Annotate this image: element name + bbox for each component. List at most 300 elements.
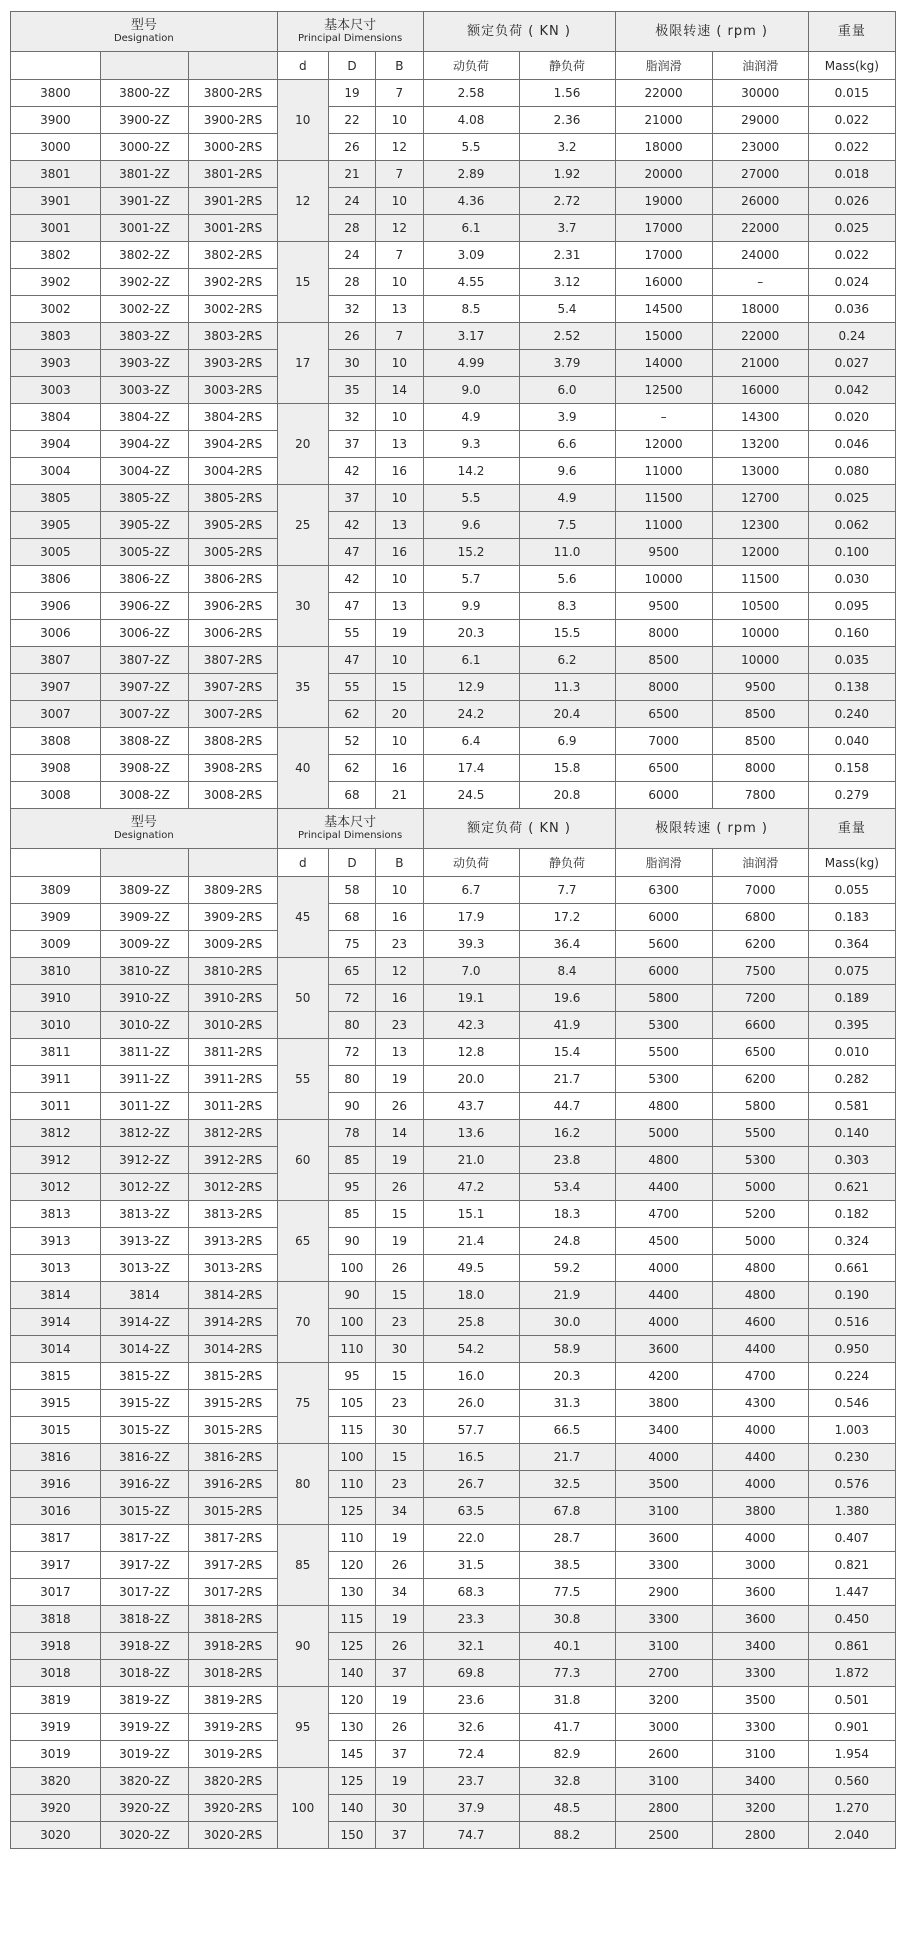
cell-mass: 0.821 [808, 1552, 895, 1579]
table-row [11, 1147, 896, 1174]
cell-model-2z: 3807-2Z [100, 647, 188, 674]
cell-speed-grease: 11000 [615, 512, 712, 539]
cell-model-open: 3904 [11, 431, 101, 458]
cell-speed-oil: 4700 [712, 1363, 808, 1390]
cell-static-load: 28.7 [519, 1525, 615, 1552]
cell-model-open: 3916 [11, 1471, 101, 1498]
col-D-header: D [328, 52, 375, 80]
table-row [11, 1498, 896, 1525]
cell-static-load: 21.9 [519, 1282, 615, 1309]
cell-outer-diameter-D: 62 [328, 701, 375, 728]
cell-outer-diameter-D: 85 [328, 1147, 375, 1174]
cell-outer-diameter-D: 32 [328, 296, 375, 323]
table-row [11, 1201, 896, 1228]
cell-speed-oil: 3600 [712, 1606, 808, 1633]
cell-dynamic-load: 57.7 [423, 1417, 519, 1444]
cell-model-2rs: 3903-2RS [189, 350, 278, 377]
cell-outer-diameter-D: 95 [328, 1363, 375, 1390]
cell-model-2rs: 3012-2RS [189, 1174, 278, 1201]
cell-dynamic-load: 47.2 [423, 1174, 519, 1201]
cell-model-open: 3907 [11, 674, 101, 701]
cell-bore-d: 95 [277, 1687, 328, 1768]
table-row [11, 1120, 896, 1147]
cell-outer-diameter-D: 65 [328, 958, 375, 985]
bearing-spec-sheet [10, 11, 896, 1849]
cell-mass: 1.872 [808, 1660, 895, 1687]
cell-mass: 0.055 [808, 877, 895, 904]
cell-model-2rs: 3820-2RS [189, 1768, 278, 1795]
cell-speed-oil: 5300 [712, 1147, 808, 1174]
cell-width-B: 26 [376, 1174, 423, 1201]
cell-model-open: 3819 [11, 1687, 101, 1714]
cell-width-B: 10 [376, 404, 423, 431]
header-row-sub [11, 849, 896, 877]
cell-width-B: 37 [376, 1822, 423, 1849]
cell-dynamic-load: 63.5 [423, 1498, 519, 1525]
cell-dynamic-load: 22.0 [423, 1525, 519, 1552]
cell-width-B: 19 [376, 1147, 423, 1174]
cell-speed-grease: 4800 [615, 1147, 712, 1174]
cell-outer-diameter-D: 75 [328, 931, 375, 958]
designation-cn: 型号 [130, 815, 157, 830]
cell-model-2rs: 3908-2RS [189, 755, 278, 782]
cell-mass: 0.140 [808, 1120, 895, 1147]
cell-model-2rs: 3003-2RS [189, 377, 278, 404]
cell-static-load: 18.3 [519, 1201, 615, 1228]
table-row [11, 782, 896, 809]
cell-speed-oil: 10000 [712, 620, 808, 647]
cell-static-load: 40.1 [519, 1633, 615, 1660]
cell-speed-grease: 6000 [615, 958, 712, 985]
cell-speed-grease: 3100 [615, 1498, 712, 1525]
cell-static-load: 3.7 [519, 215, 615, 242]
cell-dynamic-load: 39.3 [423, 931, 519, 958]
cell-mass: 0.042 [808, 377, 895, 404]
cell-speed-oil: 7000 [712, 877, 808, 904]
cell-width-B: 19 [376, 1228, 423, 1255]
cell-width-B: 10 [376, 188, 423, 215]
cell-width-B: 13 [376, 593, 423, 620]
cell-static-load: 4.9 [519, 485, 615, 512]
cell-model-2rs: 3913-2RS [189, 1228, 278, 1255]
cell-dynamic-load: 17.4 [423, 755, 519, 782]
cell-dynamic-load: 21.0 [423, 1147, 519, 1174]
cell-model-2rs: 3819-2RS [189, 1687, 278, 1714]
cell-static-load: 3.9 [519, 404, 615, 431]
cell-dynamic-load: 4.55 [423, 269, 519, 296]
cell-mass: 1.270 [808, 1795, 895, 1822]
cell-width-B: 23 [376, 1012, 423, 1039]
cell-model-open: 3001 [11, 215, 101, 242]
cell-bore-d: 30 [277, 566, 328, 647]
cell-model-open: 3006 [11, 620, 101, 647]
cell-speed-grease: 3400 [615, 1417, 712, 1444]
cell-model-2z: 3013-2Z [100, 1255, 188, 1282]
cell-model-2z: 3917-2Z [100, 1552, 188, 1579]
cell-model-2z: 3910-2Z [100, 985, 188, 1012]
cell-speed-oil: 12300 [712, 512, 808, 539]
cell-outer-diameter-D: 24 [328, 188, 375, 215]
cell-static-load: 32.8 [519, 1768, 615, 1795]
table-row [11, 539, 896, 566]
cell-speed-oil: 6500 [712, 1039, 808, 1066]
table-row [11, 107, 896, 134]
cell-model-2rs: 3920-2RS [189, 1795, 278, 1822]
cell-static-load: 11.0 [519, 539, 615, 566]
cell-static-load: 21.7 [519, 1066, 615, 1093]
cell-dynamic-load: 16.0 [423, 1363, 519, 1390]
cell-dynamic-load: 4.9 [423, 404, 519, 431]
cell-model-2z: 3020-2Z [100, 1822, 188, 1849]
cell-width-B: 21 [376, 782, 423, 809]
dynamic-load-header: 动负荷 [423, 52, 519, 80]
cell-mass: 0.560 [808, 1768, 895, 1795]
cell-outer-diameter-D: 37 [328, 485, 375, 512]
cell-dynamic-load: 32.6 [423, 1714, 519, 1741]
cell-model-2z: 3907-2Z [100, 674, 188, 701]
cell-model-2z: 3913-2Z [100, 1228, 188, 1255]
cell-model-2rs: 3809-2RS [189, 877, 278, 904]
mass-header: Mass(kg) [808, 52, 895, 80]
cell-speed-grease: 4400 [615, 1282, 712, 1309]
cell-outer-diameter-D: 68 [328, 782, 375, 809]
cell-model-open: 3015 [11, 1417, 101, 1444]
subheader-blank [189, 849, 278, 877]
cell-model-open: 3902 [11, 269, 101, 296]
designation-header [11, 809, 278, 849]
cell-mass: 0.035 [808, 647, 895, 674]
cell-speed-grease: 6300 [615, 877, 712, 904]
table-row [11, 1633, 896, 1660]
cell-outer-diameter-D: 100 [328, 1309, 375, 1336]
cell-static-load: 24.8 [519, 1228, 615, 1255]
cell-model-open: 3816 [11, 1444, 101, 1471]
cell-width-B: 10 [376, 877, 423, 904]
cell-outer-diameter-D: 80 [328, 1012, 375, 1039]
cell-model-2z: 3011-2Z [100, 1093, 188, 1120]
cell-model-2rs: 3910-2RS [189, 985, 278, 1012]
cell-model-2z: 3811-2Z [100, 1039, 188, 1066]
cell-static-load: 32.5 [519, 1471, 615, 1498]
cell-dynamic-load: 9.0 [423, 377, 519, 404]
table-row [11, 877, 896, 904]
cell-width-B: 26 [376, 1255, 423, 1282]
cell-outer-diameter-D: 47 [328, 647, 375, 674]
cell-outer-diameter-D: 120 [328, 1687, 375, 1714]
cell-static-load: 77.3 [519, 1660, 615, 1687]
table-row [11, 188, 896, 215]
table-row [11, 1687, 896, 1714]
cell-outer-diameter-D: 28 [328, 215, 375, 242]
cell-outer-diameter-D: 145 [328, 1741, 375, 1768]
cell-model-2z: 3002-2Z [100, 296, 188, 323]
cell-outer-diameter-D: 28 [328, 269, 375, 296]
cell-dynamic-load: 20.0 [423, 1066, 519, 1093]
cell-model-open: 3018 [11, 1660, 101, 1687]
oil-header: 油润滑 [712, 52, 808, 80]
cell-model-2z: 3911-2Z [100, 1066, 188, 1093]
cell-model-2z: 3902-2Z [100, 269, 188, 296]
cell-model-2z: 3012-2Z [100, 1174, 188, 1201]
cell-model-2z: 3006-2Z [100, 620, 188, 647]
cell-speed-oil: 6200 [712, 931, 808, 958]
cell-speed-grease: 2900 [615, 1579, 712, 1606]
cell-model-2z: 3813-2Z [100, 1201, 188, 1228]
cell-outer-diameter-D: 62 [328, 755, 375, 782]
cell-speed-oil: 12700 [712, 485, 808, 512]
cell-outer-diameter-D: 55 [328, 620, 375, 647]
cell-outer-diameter-D: 150 [328, 1822, 375, 1849]
cell-mass: 0.303 [808, 1147, 895, 1174]
cell-model-2z: 3819-2Z [100, 1687, 188, 1714]
cell-model-open: 3911 [11, 1066, 101, 1093]
cell-outer-diameter-D: 125 [328, 1633, 375, 1660]
cell-model-2rs: 3918-2RS [189, 1633, 278, 1660]
cell-dynamic-load: 3.09 [423, 242, 519, 269]
table-row [11, 1660, 896, 1687]
cell-model-2z: 3909-2Z [100, 904, 188, 931]
cell-speed-grease: 5300 [615, 1066, 712, 1093]
cell-model-open: 3919 [11, 1714, 101, 1741]
cell-bore-d: 17 [277, 323, 328, 404]
cell-outer-diameter-D: 42 [328, 512, 375, 539]
table-row [11, 674, 896, 701]
cell-static-load: 15.5 [519, 620, 615, 647]
cell-bore-d: 20 [277, 404, 328, 485]
table-row [11, 350, 896, 377]
table-row [11, 1822, 896, 1849]
cell-model-2z: 3805-2Z [100, 485, 188, 512]
cell-speed-oil: 3200 [712, 1795, 808, 1822]
cell-dynamic-load: 14.2 [423, 458, 519, 485]
designation-header [11, 12, 278, 52]
cell-outer-diameter-D: 58 [328, 877, 375, 904]
dimensions-cn: 基本尺寸 [324, 18, 377, 33]
cell-width-B: 34 [376, 1579, 423, 1606]
subheader-blank [100, 849, 188, 877]
cell-width-B: 7 [376, 161, 423, 188]
cell-model-open: 3809 [11, 877, 101, 904]
cell-mass: 0.190 [808, 1282, 895, 1309]
dimensions-header [277, 12, 423, 52]
speed-limit-header: 极限转速 ( rpm ) [615, 809, 808, 849]
cell-speed-oil: 5500 [712, 1120, 808, 1147]
cell-dynamic-load: 6.4 [423, 728, 519, 755]
cell-model-open: 3802 [11, 242, 101, 269]
cell-model-2z: 3005-2Z [100, 539, 188, 566]
cell-dynamic-load: 19.1 [423, 985, 519, 1012]
cell-speed-grease: 3100 [615, 1633, 712, 1660]
cell-outer-diameter-D: 85 [328, 1201, 375, 1228]
oil-header: 油润滑 [712, 849, 808, 877]
cell-speed-grease: 3200 [615, 1687, 712, 1714]
cell-speed-oil: 26000 [712, 188, 808, 215]
cell-speed-oil: 12000 [712, 539, 808, 566]
table-row [11, 323, 896, 350]
cell-mass: 0.010 [808, 1039, 895, 1066]
cell-speed-grease: 14000 [615, 350, 712, 377]
cell-model-open: 3813 [11, 1201, 101, 1228]
cell-width-B: 10 [376, 485, 423, 512]
cell-width-B: 19 [376, 620, 423, 647]
cell-dynamic-load: 72.4 [423, 1741, 519, 1768]
rated-load-header: 额定负荷 ( KN ) [423, 12, 615, 52]
cell-outer-diameter-D: 95 [328, 1174, 375, 1201]
cell-outer-diameter-D: 105 [328, 1390, 375, 1417]
cell-mass: 0.189 [808, 985, 895, 1012]
table-row [11, 512, 896, 539]
cell-model-2rs: 3905-2RS [189, 512, 278, 539]
cell-width-B: 10 [376, 107, 423, 134]
cell-outer-diameter-D: 35 [328, 377, 375, 404]
cell-model-2z: 3010-2Z [100, 1012, 188, 1039]
cell-model-open: 3815 [11, 1363, 101, 1390]
table-row [11, 1552, 896, 1579]
cell-dynamic-load: 20.3 [423, 620, 519, 647]
cell-model-2rs: 3808-2RS [189, 728, 278, 755]
cell-speed-grease: 16000 [615, 269, 712, 296]
cell-dynamic-load: 12.8 [423, 1039, 519, 1066]
cell-dynamic-load: 23.7 [423, 1768, 519, 1795]
cell-speed-grease: 5300 [615, 1012, 712, 1039]
cell-speed-oil: 14300 [712, 404, 808, 431]
cell-mass: 0.901 [808, 1714, 895, 1741]
cell-model-2rs: 3915-2RS [189, 1390, 278, 1417]
cell-speed-grease: 4000 [615, 1444, 712, 1471]
table-row [11, 1228, 896, 1255]
speed-limit-header: 极限转速 ( rpm ) [615, 12, 808, 52]
cell-static-load: 5.6 [519, 566, 615, 593]
cell-speed-grease: 12000 [615, 431, 712, 458]
cell-static-load: 7.5 [519, 512, 615, 539]
table-row [11, 728, 896, 755]
cell-width-B: 30 [376, 1336, 423, 1363]
cell-speed-grease: 11500 [615, 485, 712, 512]
cell-speed-oil: 4600 [712, 1309, 808, 1336]
cell-speed-grease: 4000 [615, 1309, 712, 1336]
cell-width-B: 7 [376, 323, 423, 350]
cell-model-2z: 3015-2Z [100, 1498, 188, 1525]
cell-speed-oil: 4400 [712, 1336, 808, 1363]
cell-speed-oil: 4000 [712, 1525, 808, 1552]
cell-model-2z: 3806-2Z [100, 566, 188, 593]
cell-model-2z: 3920-2Z [100, 1795, 188, 1822]
cell-speed-grease: 4500 [615, 1228, 712, 1255]
cell-bore-d: 35 [277, 647, 328, 728]
table-row [11, 701, 896, 728]
col-d-header: d [277, 52, 328, 80]
cell-model-2z: 3004-2Z [100, 458, 188, 485]
cell-model-2rs: 3812-2RS [189, 1120, 278, 1147]
cell-outer-diameter-D: 42 [328, 458, 375, 485]
cell-speed-oil: 8500 [712, 701, 808, 728]
table-row [11, 1795, 896, 1822]
cell-mass: 0.018 [808, 161, 895, 188]
cell-model-open: 3005 [11, 539, 101, 566]
cell-outer-diameter-D: 30 [328, 350, 375, 377]
cell-width-B: 19 [376, 1525, 423, 1552]
table-row [11, 958, 896, 985]
subheader-blank [100, 52, 188, 80]
cell-model-2rs: 3904-2RS [189, 431, 278, 458]
table-row [11, 296, 896, 323]
cell-static-load: 59.2 [519, 1255, 615, 1282]
cell-speed-oil: 7200 [712, 985, 808, 1012]
cell-speed-grease: 21000 [615, 107, 712, 134]
cell-model-2z: 3810-2Z [100, 958, 188, 985]
cell-speed-grease: 9500 [615, 593, 712, 620]
cell-model-2z: 3915-2Z [100, 1390, 188, 1417]
table-row [11, 458, 896, 485]
cell-speed-oil: 9500 [712, 674, 808, 701]
table-row [11, 431, 896, 458]
cell-dynamic-load: 16.5 [423, 1444, 519, 1471]
cell-bore-d: 45 [277, 877, 328, 958]
cell-dynamic-load: 49.5 [423, 1255, 519, 1282]
cell-model-2rs: 3818-2RS [189, 1606, 278, 1633]
static-load-header: 静负荷 [519, 849, 615, 877]
cell-model-2rs: 3906-2RS [189, 593, 278, 620]
cell-static-load: 41.7 [519, 1714, 615, 1741]
cell-static-load: 16.2 [519, 1120, 615, 1147]
table-row [11, 566, 896, 593]
table-row [11, 80, 896, 107]
cell-static-load: 20.8 [519, 782, 615, 809]
cell-outer-diameter-D: 90 [328, 1228, 375, 1255]
cell-mass: 0.501 [808, 1687, 895, 1714]
cell-speed-oil: 4400 [712, 1444, 808, 1471]
cell-outer-diameter-D: 140 [328, 1795, 375, 1822]
cell-model-open: 3910 [11, 985, 101, 1012]
rated-load-header: 额定负荷 ( KN ) [423, 809, 615, 849]
cell-speed-oil: 24000 [712, 242, 808, 269]
cell-width-B: 10 [376, 728, 423, 755]
cell-static-load: 44.7 [519, 1093, 615, 1120]
cell-mass: 0.546 [808, 1390, 895, 1417]
cell-speed-grease: 18000 [615, 134, 712, 161]
cell-dynamic-load: 2.58 [423, 80, 519, 107]
cell-dynamic-load: 23.6 [423, 1687, 519, 1714]
cell-model-2rs: 3019-2RS [189, 1741, 278, 1768]
cell-static-load: 8.3 [519, 593, 615, 620]
cell-model-2z: 3916-2Z [100, 1471, 188, 1498]
cell-width-B: 23 [376, 1471, 423, 1498]
cell-width-B: 26 [376, 1714, 423, 1741]
grease-header: 脂润滑 [615, 52, 712, 80]
cell-mass: 0.100 [808, 539, 895, 566]
cell-static-load: 20.3 [519, 1363, 615, 1390]
cell-model-open: 3908 [11, 755, 101, 782]
cell-model-open: 3017 [11, 1579, 101, 1606]
cell-dynamic-load: 15.2 [423, 539, 519, 566]
cell-outer-diameter-D: 100 [328, 1255, 375, 1282]
cell-model-2rs: 3815-2RS [189, 1363, 278, 1390]
cell-width-B: 10 [376, 566, 423, 593]
cell-model-2rs: 3901-2RS [189, 188, 278, 215]
cell-speed-grease: 10000 [615, 566, 712, 593]
cell-dynamic-load: 4.36 [423, 188, 519, 215]
cell-speed-grease: 2800 [615, 1795, 712, 1822]
table-row [11, 1309, 896, 1336]
cell-model-open: 3020 [11, 1822, 101, 1849]
cell-dynamic-load: 68.3 [423, 1579, 519, 1606]
cell-model-2rs: 3917-2RS [189, 1552, 278, 1579]
cell-model-open: 3801 [11, 161, 101, 188]
cell-dynamic-load: 5.5 [423, 485, 519, 512]
cell-model-open: 3817 [11, 1525, 101, 1552]
cell-width-B: 12 [376, 134, 423, 161]
cell-mass: 0.138 [808, 674, 895, 701]
